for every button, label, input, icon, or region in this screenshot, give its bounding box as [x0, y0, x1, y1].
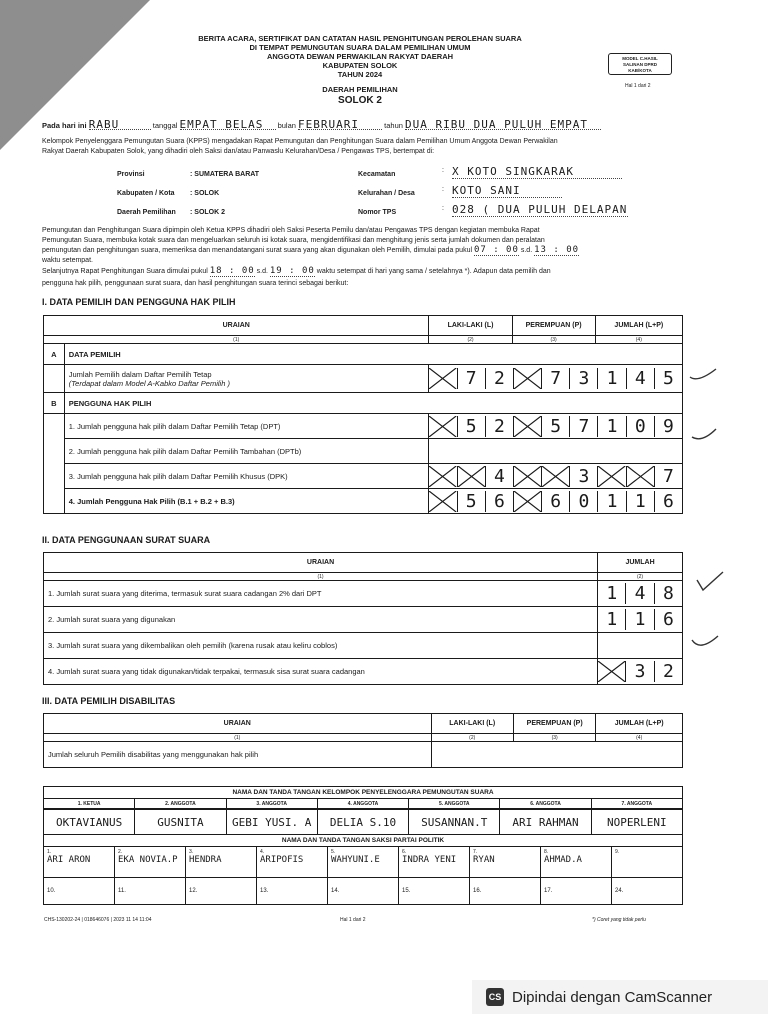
para1-line-3-text: pemungutan dan penghitungan suara, memeriksa dan menandatangani surat suara yang akan digunakan oleh Pemilih, dimulai pada pukul: [42, 247, 473, 254]
kpps-name: DELIA S.10: [318, 810, 409, 834]
s2-row2-digits: [598, 609, 682, 630]
s3-col-l: LAKI-LAKI (L): [431, 714, 513, 734]
dapil-value: : SOLOK 2: [190, 209, 226, 216]
digit-box: 3: [570, 368, 598, 389]
section1-table: [43, 315, 683, 514]
dapil-label: Daerah Pemilihan: [117, 209, 176, 216]
document-page: BERITA ACARA, SERTIFIKAT DAN CATATAN HASIL PENGHITUNGAN PEROLEHAN SUARA DI TEMPAT PEMUNGUTAN SUARA DALAM PEMILIHAN UMUM ANGGOTA DEWAN PERWAKILAN RAKYAT DAERAH KABUPATEN SOLOK TAHUN 2024 DAERAH PEMILIHAN SOLOK 2 MODEL C.HASIL SALINAN DPRD KAB/KOTA Hal 1 dari 2 Pada hari ini RABU tanggal EMPAT BELAS bulan FEBRUARI tahun DUA RIBU DUA PULUH EMPAT Kelompok Penyelenggara Pemungutan Suara (KPPS) mengadakan Rapat Pemungutan dan Penghitungan Suara dalam Pemilihan Umum Anggota Dewan Perwakilan Rakyat Daerah Kabupaten Solok, yang dihadiri oleh Saksi dan/atau Panwaslu Kelurahan/Desa / Pengawas TPS, bertempat di: Provinsi : SUMATERA BARAT Kabupaten / Kota : SOLOK Daerah Pemilihan : SOLOK 2 Kecamatan : X KOTO SINGKARAK Kelurahan / Desa : KOTO SANI Nomor TPS : 028 ( DUA PULUH DELAPAN Pemungutan dan Penghitungan Suara dipimpin oleh Ketua KPPS dihadiri oleh Saksi Peserta Pemilu dan/atau Pengawas TPS dengan kegiatan membuka Rapat Pemungutan Suara, membuka kotak suara dan mengeluarkan seluruh isi kotak suara, mengidentifikasi dan menghitung jenis serta jumlah dokumen dan peralatan pemungutan dan penghitungan suara, memeriksa dan menandatangani surat suara yang akan digunakan oleh Pemilih, dimulai pada pukul 07 : 00 s.d. 13 : 00 waktu setempat. Selanjutnya Rapat Penghitungan Suara dimulai pukul 18 : 00 s.d. 19 : 00 waktu setempat di hari yang sama / setelahnya *). Adapun data pemilih dan pengguna hak pilih, penggunaan surat suara, dan hasil penghitungan suara terinci sebagai berikut: I. DATA PEMILIH DAN PENGGUNA HAK PILIH URAIAN LAKI-LAKI (L) PEREMPUAN (P) JUMLAH (L+P) (1) (2) (3) (4) A DATA PEMILIH Jumlah Pemilih dalam Daftar Pemilih Tetap (Terdapat dalam Model A-Kabko Daftar Pemilih ) 7 2 7 3 1 4 5 B PENGGUNA HAK PILIH 1. Jumlah pengguna hak pilih dalam Daftar Pemilih Tetap (DPT) 5 2 5 7 1 0 9 2. Jumlah pengguna hak pilih dalam Daftar Pemilih Tambahan (DPTb) 3. Jumlah pengguna hak pilih dalam Daftar Pemilih Khusus (DPK) 4 3 7 4. Jumlah Pengguna Hak Pilih (B.1 + B.2 + B.3) 5 6 6 0 1 1 6 II. DATA PENGGUNAAN SURAT SUARA URAIAN JUMLAH (1) (2) 1. Jumlah surat suara yang diterima, termasuk surat suara cadangan 2% dari DPT 1 4 8 2. Jumlah surat suara yang digunakan 1 1 6 3. Jumlah surat suara yang dikembalikan oleh pemilih (karena rusak atau keliru coblos) 4. Jumlah surat suara yang tidak digunakan/tidak terpakai, termasuk sisa surat suara cadangan 3 2 III. DATA PEMILIH DISABILITAS URAIAN LAKI-LAKI (L) PEREMPUAN (P) JUMLAH (L+P) (1) (2) (3) (4) Jumlah seluruh Pemilih disabilitas yang menggunakan hak pilih NAMA DAN TANDA TANGAN KELOMPOK PENYELENGGARA PEMUNGUTAN SUARA 1. KETUA 2. ANGGOTA 3. ANGGOTA 4. ANGGOTA 5. ANGGOTA 6. ANGGOTA 7. ANGGOTA OKTAVIANUS GUSNITA GEBI YUSI. A DELIA S.10 SUSANNAN.T ARI RAHMAN NOPERLENI NAMA DAN TANDA TANGAN SAKSI PARTAI POLITIK 1. ARI ARON 2. EKA NOVIA.P 3. HENDRA 4. ARIPOFIS 5. WAHYUNI.E 6. INDRA YENI 7. RYAN 8. AHMAD.A 9. 10. 11. 12. 13. 14. 15. 16. 17. 24. CHS-130202-24 | 018646076 | 2023 11 14 11:04 Hal 1 dari 2 *) Coret yang tidak perlu CS Dipindai dengan CamScanner: [0, 0, 768, 1024]
para1-line-1: Pemungutan dan Penghitungan Suara dipimpin oleh Ketua KPPS dihadiri oleh Saksi Peserta Pemilu dan/atau Pengawas TPS dengan kegiatan membuka Rapat: [42, 227, 540, 234]
s1-b-code: B: [44, 393, 65, 414]
digit-box: 1: [626, 609, 654, 630]
digit-box: 4: [626, 583, 654, 604]
saksi-number: 1.: [47, 849, 52, 855]
saksi-number: 24.: [615, 888, 624, 894]
opening-line-3: Rakyat Daerah Kabupaten Solok, yang dihadiri oleh Saksi dan/atau Panwaslu Kelurahan/Desa / Pengawas TPS, bertempat di:: [42, 148, 435, 155]
saksi-number: 15.: [399, 878, 470, 904]
kecamatan-label: Kecamatan: [358, 171, 396, 178]
s1-colno-2: (2): [429, 336, 512, 344]
s3-colno-4: (4): [596, 734, 683, 742]
title-line-3: ANGGOTA DEWAN PERWAKILAN RAKYAT DAERAH: [266, 52, 454, 61]
saksi-name: ARIPOFIS: [260, 855, 304, 865]
crossed-digit-box: [429, 416, 457, 437]
digit-box: 5: [458, 416, 486, 437]
saksi-number: 12.: [186, 878, 257, 904]
saksi-name: RYAN: [473, 855, 495, 865]
saksi-number: 5.: [331, 849, 336, 855]
para1-line-3: [42, 246, 682, 256]
saksi-cell: [186, 847, 257, 877]
crossed-digit-box: [514, 466, 542, 487]
digit-box: 1: [598, 583, 626, 604]
saksi-number: 11.: [115, 878, 186, 904]
digit-box: 7: [570, 416, 598, 437]
digit-box: 6: [662, 490, 674, 512]
s2-row4-digits: [598, 661, 682, 682]
s1-b1-digits: [429, 416, 682, 437]
digit-box: 9: [662, 415, 674, 437]
kelurahan-label: Kelurahan / Desa: [358, 190, 415, 197]
kpps-role: 6. ANGGOTA: [500, 799, 591, 809]
badge-line-3: KAB/KOTA: [628, 68, 652, 73]
saksi-number: 9.: [615, 849, 620, 855]
page-indicator: Hal 1 dari 2: [625, 83, 651, 89]
s1-col-l: LAKI-LAKI (L): [429, 316, 512, 336]
digit-box: 1: [598, 416, 626, 437]
digit-box: 7: [662, 465, 674, 487]
s1-a-row: [64, 365, 429, 393]
s1-a-code: A: [44, 344, 65, 365]
section3-title: III. DATA PEMILIH DISABILITAS: [42, 696, 176, 706]
digit-box: 6: [486, 491, 514, 512]
crossed-digit-box: [598, 661, 626, 682]
footer-code: CHS-130202-24 | 018646076 | 2023 11 14 11:04: [44, 917, 152, 923]
s1-col-p: PEREMPUAN (P): [512, 316, 595, 336]
title-line-5: TAHUN 2024: [337, 70, 383, 79]
saksi-number: 2.: [118, 849, 123, 855]
crossed-digit-box: [429, 368, 457, 389]
crossed-digit-box: [514, 491, 542, 512]
digit-box: 5: [542, 416, 570, 437]
s1-col-j: JUMLAH (L+P): [595, 316, 682, 336]
saksi-cell: [115, 847, 186, 877]
crossed-digit-box: [514, 368, 542, 389]
saksi-name: INDRA YENI: [402, 855, 457, 865]
badge-line-2: SALINAN DPRD: [622, 62, 657, 67]
kpps-role: 7. ANGGOTA: [592, 799, 682, 809]
provinsi-label: Provinsi: [117, 171, 145, 178]
kpps-name: NOPERLENI: [607, 815, 667, 829]
saksi-cell: [257, 847, 328, 877]
s3-col-p: PEREMPUAN (P): [513, 714, 595, 734]
digit-box: 2: [486, 416, 514, 437]
digit-box: 6: [662, 609, 674, 630]
title-line-4: KABUPATEN SOLOK: [322, 61, 398, 70]
para1-end-time: 13 : 00: [534, 245, 580, 255]
s2-row2-label: 2. Jumlah surat suara yang digunakan: [44, 607, 598, 633]
digit-box: 6: [542, 491, 570, 512]
digit-box: 3: [570, 466, 598, 487]
s1-colno-3: (3): [512, 336, 595, 344]
kpps-role: 3. ANGGOTA: [227, 799, 318, 809]
digit-box: 0: [627, 416, 655, 437]
saksi-name: WAHYUNI.E: [331, 855, 380, 865]
s1-b4-digits: [429, 491, 682, 512]
saksi-name: HENDRA: [189, 855, 222, 865]
saksi-title: NAMA DAN TANDA TANGAN SAKSI PARTAI POLITIK: [44, 835, 683, 847]
s1-a-row-note: (Terdapat dalam Model A-Kabko Daftar Pemilih ): [68, 378, 230, 388]
s1-b2-label: 2. Jumlah pengguna hak pilih dalam Daftar Pemilih Tambahan (DPTb): [64, 439, 429, 464]
section2-title: II. DATA PENGGUNAAN SURAT SUARA: [42, 535, 211, 545]
month-label: bulan: [277, 121, 296, 130]
kpps-name: GUSNITA: [135, 810, 226, 834]
para2-text-b: waktu setempat di hari yang sama / setelahnya *). Adapun data pemilih dan: [316, 268, 551, 275]
saksi-number: 10.: [44, 878, 115, 904]
para2-end-time: 19 : 00: [269, 266, 315, 276]
s2-row1-label: 1. Jumlah surat suara yang diterima, termasuk surat suara cadangan 2% dari DPT: [44, 581, 598, 607]
s2-colno-2: (2): [598, 573, 683, 581]
date-label: tanggal: [152, 121, 178, 130]
saksi-name: AHMAD.A: [544, 855, 582, 865]
camscanner-text: Dipindai dengan CamScanner: [512, 988, 713, 1006]
digit-box: 1: [598, 491, 626, 512]
kpps-name: ARI RAHMAN: [500, 810, 591, 834]
saksi-cell: [612, 847, 682, 877]
para2-start-time: 18 : 00: [209, 266, 255, 276]
title-line-2: DI TEMPAT PEMUNGUTAN SUARA DALAM PEMILIHAN UMUM: [249, 43, 471, 52]
kpps-roles-row: [44, 799, 683, 810]
para2-text-a: Selanjutnya Rapat Penghitungan Suara dimulai pukul: [42, 268, 208, 275]
crossed-digit-box: [542, 466, 570, 487]
s3-colno-1: (1): [44, 734, 432, 742]
saksi-number: 4.: [260, 849, 265, 855]
kpps-name: SUSANNAN.T: [409, 810, 500, 834]
signature-table: [43, 786, 683, 905]
s1-colno-4: (4): [595, 336, 682, 344]
saksi-number: 17.: [541, 878, 612, 904]
daerah-label: DAERAH PEMILIHAN: [322, 85, 398, 94]
kabupaten-label: Kabupaten / Kota: [117, 190, 175, 197]
kpps-role: 4. ANGGOTA: [318, 799, 409, 809]
kelurahan-value: KOTO SANI: [452, 184, 562, 198]
s1-b4-label: 4. Jumlah Pengguna Hak Pilih (B.1 + B.2 + B.3): [64, 489, 429, 514]
kpps-role: 2. ANGGOTA: [135, 799, 226, 809]
day-label: Pada hari ini: [42, 121, 87, 130]
s3-row-label: Jumlah seluruh Pemilih disabilitas yang menggunakan hak pilih: [44, 742, 432, 768]
saksi-number: 14.: [328, 878, 399, 904]
digit-box: 2: [486, 368, 514, 389]
s1-a-row-text: Jumlah Pemilih dalam Daftar Pemilih Tetap: [68, 369, 212, 379]
saksi-name: ARI ARON: [47, 855, 91, 865]
opening-line-1: [42, 120, 682, 130]
saksi-name: EKA NOVIA.P: [118, 855, 178, 865]
saksi-cell: [470, 847, 541, 877]
s1-b1-label: 1. Jumlah pengguna hak pilih dalam Daftar Pemilih Tetap (DPT): [64, 414, 429, 439]
check-mark-icon: [695, 570, 725, 594]
s2-row1-digits: [598, 583, 682, 604]
saksi-number: 3.: [189, 849, 194, 855]
badge-line-1: MODEL C.HASIL: [622, 56, 658, 61]
para2-line-2: pengguna hak pilih, penggunaan surat suara, dan hasil penghitungan suara terinci sebagai berikut:: [42, 280, 349, 287]
s3-colno-2: (2): [431, 734, 513, 742]
crossed-digit-box: [627, 466, 655, 487]
para1-line-2: Pemungutan Suara, membuka kotak suara dan mengeluarkan seluruh isi kotak suara, mengidentifikasi dan menghitung jenis serta jumlah dokumen dan peralatan: [42, 237, 545, 244]
check-mark-icon: [690, 630, 720, 654]
saksi-number: 6.: [402, 849, 407, 855]
s2-col-uraian: URAIAN: [44, 553, 598, 573]
saksi-cell: [44, 847, 115, 877]
s1-a-title: DATA PEMILIH: [64, 344, 682, 365]
tps-value: 028 ( DUA PULUH DELAPAN: [452, 203, 628, 216]
digit-box: 4: [486, 466, 514, 487]
s2-row4-label: 4. Jumlah surat suara yang tidak digunakan/tidak terpakai, termasuk sisa surat suara cadangan: [44, 659, 598, 685]
digit-box: 7: [542, 368, 570, 389]
document-title: [160, 34, 560, 107]
tps-label: Nomor TPS: [358, 209, 397, 216]
s3-col-j: JUMLAH (L+P): [596, 714, 683, 734]
digit-box: 7: [458, 368, 486, 389]
s3-colno-3: (3): [513, 734, 595, 742]
crossed-digit-box: [514, 416, 542, 437]
saksi-number: 7.: [473, 849, 478, 855]
kpps-name: GEBI YUSI. A: [227, 810, 318, 834]
crossed-digit-box: [429, 491, 457, 512]
model-badge: [608, 53, 672, 75]
s3-col-uraian: URAIAN: [44, 714, 432, 734]
crossed-digit-box: [598, 466, 626, 487]
crossed-digit-box: [458, 466, 486, 487]
para2-line-1: [42, 267, 682, 277]
kpps-name: OKTAVIANUS: [44, 810, 135, 834]
kabupaten-value: : SOLOK: [190, 190, 220, 197]
opening-line-2: Kelompok Penyelenggara Pemungutan Suara (KPPS) mengadakan Rapat Pemungutan dan Penghitungan Suara dalam Pemilihan Umum Anggota Dewan Perwakilan: [42, 138, 558, 145]
digit-box: 8: [662, 583, 674, 604]
camscanner-watermark: [472, 980, 768, 1014]
para1-line-4: waktu setempat.: [42, 257, 93, 264]
check-mark-icon: [688, 365, 718, 385]
para2-sd: s.d.: [256, 268, 268, 275]
s1-colno-1: (1): [44, 336, 429, 344]
digit-box: 5: [662, 368, 674, 389]
daerah-value: SOLOK 2: [338, 95, 382, 106]
para1-sd: s.d.: [520, 247, 533, 254]
crossed-digit-box: [429, 466, 457, 487]
kpps-title: NAMA DAN TANDA TANGAN KELOMPOK PENYELENGGARA PEMUNGUTAN SUARA: [44, 787, 683, 799]
saksi-number: 8.: [544, 849, 549, 855]
digit-box: 0: [570, 491, 598, 512]
para1-start-time: 07 : 00: [473, 245, 519, 255]
s2-col-j: JUMLAH: [598, 553, 683, 573]
digit-box: 1: [598, 368, 626, 389]
kecamatan-value: X KOTO SINGKARAK: [452, 165, 622, 179]
camscanner-logo-icon: CS: [486, 988, 504, 1006]
s1-col-uraian: URAIAN: [44, 316, 429, 336]
saksi-cell: [541, 847, 612, 877]
digit-box: 4: [627, 368, 655, 389]
footer-note: *) Coret yang tidak perlu: [592, 917, 646, 923]
check-mark-icon: [690, 427, 720, 447]
month-value: FEBRUARI: [298, 120, 382, 130]
digit-box: 2: [662, 661, 674, 682]
year-label: tahun: [384, 121, 403, 130]
digit-box: 1: [627, 491, 655, 512]
saksi-cell: [328, 847, 399, 877]
kpps-role: 5. ANGGOTA: [409, 799, 500, 809]
s1-b3-digits: [429, 466, 682, 487]
saksi-cell: [399, 847, 470, 877]
digit-box: 5: [458, 491, 486, 512]
s1-a-digits: [429, 368, 682, 389]
s2-row3-label: 3. Jumlah surat suara yang dikembalikan oleh pemilih (karena rusak atau keliru coblos): [44, 633, 598, 659]
day-value: RABU: [89, 120, 151, 130]
kpps-role: 1. KETUA: [44, 799, 135, 809]
provinsi-value: : SUMATERA BARAT: [190, 171, 260, 178]
s1-b3-label: 3. Jumlah pengguna hak pilih dalam Daftar Pemilih Khusus (DPK): [64, 464, 429, 489]
digit-box: 3: [626, 661, 654, 682]
title-line-1: BERITA ACARA, SERTIFIKAT DAN CATATAN HASIL PENGHITUNGAN PEROLEHAN SUARA: [198, 34, 522, 43]
s2-colno-1: (1): [44, 573, 598, 581]
footer-page: Hal 1 dari 2: [340, 917, 366, 923]
digit-box: 1: [598, 609, 626, 630]
s1-b-title: PENGGUNA HAK PILIH: [64, 393, 682, 414]
saksi-number: 13.: [257, 878, 328, 904]
year-value: DUA RIBU DUA PULUH EMPAT: [405, 120, 601, 130]
section2-table: [43, 552, 683, 685]
saksi-number: 16.: [470, 878, 541, 904]
section1-title: I. DATA PEMILIH DAN PENGGUNA HAK PILIH: [42, 297, 236, 307]
section3-table: [43, 713, 683, 768]
date-value: EMPAT BELAS: [180, 120, 276, 130]
